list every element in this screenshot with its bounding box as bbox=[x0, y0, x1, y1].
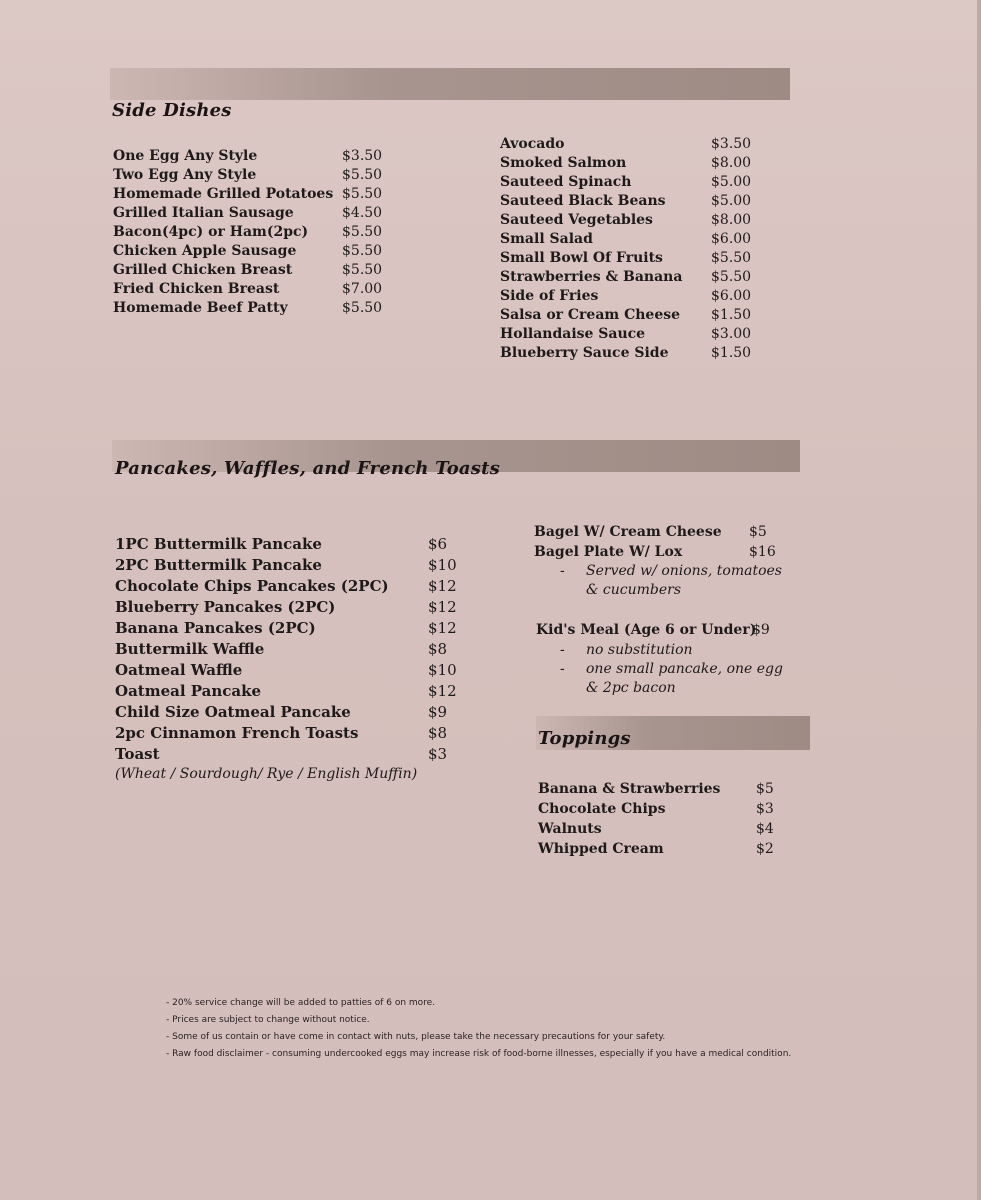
item-name: Avocado bbox=[500, 136, 565, 152]
list-item bbox=[500, 307, 760, 326]
dash: - bbox=[560, 661, 565, 677]
item-price: $8.00 bbox=[711, 212, 752, 228]
kids-meal-row bbox=[536, 622, 776, 638]
list-item bbox=[500, 288, 760, 307]
item-name: Toast bbox=[115, 745, 160, 763]
item-name: Chocolate Chips bbox=[538, 801, 666, 817]
note-line bbox=[560, 661, 783, 680]
list-item bbox=[113, 243, 393, 262]
item-name: Strawberries & Banana bbox=[500, 269, 683, 285]
footer-notes bbox=[166, 998, 791, 1066]
list-item bbox=[500, 345, 760, 364]
item-name: Chocolate Chips Pancakes (2PC) bbox=[115, 577, 389, 595]
item-price: $1.50 bbox=[711, 345, 752, 361]
item-price: $3 bbox=[428, 745, 448, 763]
list-item bbox=[500, 269, 760, 288]
item-price: $4 bbox=[756, 821, 774, 837]
list-item bbox=[500, 174, 760, 193]
item-price: $3.00 bbox=[711, 326, 752, 342]
kids-notes bbox=[560, 642, 783, 699]
item-price: $12 bbox=[428, 577, 457, 595]
list-item bbox=[113, 205, 393, 224]
list-item bbox=[538, 841, 788, 861]
list-item bbox=[500, 136, 760, 155]
item-name: Fried Chicken Breast bbox=[113, 281, 280, 297]
dash: - bbox=[560, 642, 565, 658]
item-price: $5.50 bbox=[711, 269, 752, 285]
list-item bbox=[500, 212, 760, 231]
item-name: Child Size Oatmeal Pancake bbox=[115, 703, 351, 721]
toppings-list bbox=[538, 781, 788, 861]
list-item bbox=[538, 781, 788, 801]
item-price: $5.50 bbox=[342, 262, 383, 278]
item-price: $8 bbox=[428, 640, 448, 658]
item-price: $3.50 bbox=[342, 148, 383, 164]
item-name: Bagel W/ Cream Cheese bbox=[534, 524, 722, 540]
list-item bbox=[115, 577, 465, 598]
item-price: $12 bbox=[428, 682, 457, 700]
item-name: Blueberry Pancakes (2PC) bbox=[115, 598, 336, 616]
item-price: $8.00 bbox=[711, 155, 752, 171]
list-item bbox=[113, 281, 393, 300]
list-item bbox=[115, 619, 465, 640]
item-price: $5 bbox=[749, 524, 767, 540]
item-price: $9 bbox=[428, 703, 448, 721]
pancakes-list bbox=[115, 535, 465, 766]
toast-note: (Wheat / Sourdough/ Rye / English Muffin) bbox=[115, 766, 418, 782]
item-price: $6.00 bbox=[711, 231, 752, 247]
item-price: $6.00 bbox=[711, 288, 752, 304]
dash: - bbox=[560, 563, 565, 579]
item-name: Banana Pancakes (2PC) bbox=[115, 619, 316, 637]
list-item bbox=[113, 148, 393, 167]
list-item bbox=[115, 724, 465, 745]
list-item bbox=[113, 300, 393, 319]
list-item bbox=[538, 821, 788, 841]
item-price: $7.00 bbox=[342, 281, 383, 297]
item-name: Homemade Grilled Potatoes bbox=[113, 186, 334, 202]
item-name: Grilled Chicken Breast bbox=[113, 262, 293, 278]
item-price: $5.00 bbox=[711, 193, 752, 209]
item-name: Blueberry Sauce Side bbox=[500, 345, 669, 361]
list-item bbox=[113, 224, 393, 243]
item-name: Hollandaise Sauce bbox=[500, 326, 646, 342]
note-line bbox=[560, 642, 783, 661]
list-item bbox=[113, 167, 393, 186]
item-name: Bacon(4pc) or Ham(2pc) bbox=[113, 224, 309, 240]
note-line bbox=[560, 582, 782, 601]
item-name: Smoked Salmon bbox=[500, 155, 627, 171]
item-price: $5.00 bbox=[711, 174, 752, 190]
bagel-notes bbox=[560, 563, 782, 601]
note-text: no substitution bbox=[586, 642, 693, 658]
item-price: $10 bbox=[428, 661, 457, 679]
item-name: Salsa or Cream Cheese bbox=[500, 307, 681, 323]
list-item bbox=[113, 262, 393, 281]
item-price: $16 bbox=[749, 544, 776, 560]
item-name: One Egg Any Style bbox=[113, 148, 258, 164]
note-line bbox=[560, 680, 783, 699]
item-name: 2PC Buttermilk Pancake bbox=[115, 556, 322, 574]
item-name: Homemade Beef Patty bbox=[113, 300, 288, 316]
item-name: Oatmeal Waffle bbox=[115, 661, 243, 679]
item-price: $4.50 bbox=[342, 205, 383, 221]
footer-line: - 20% service change will be added to patties of 6 on more. bbox=[166, 998, 436, 1008]
item-name: Oatmeal Pancake bbox=[115, 682, 262, 700]
item-name: Kid's Meal (Age 6 or Under) bbox=[536, 622, 757, 638]
bagel-lox-row bbox=[534, 544, 774, 560]
item-price: $12 bbox=[428, 619, 457, 637]
item-name: Sauteed Spinach bbox=[500, 174, 632, 190]
item-price: $5.50 bbox=[342, 300, 383, 316]
item-price: $10 bbox=[428, 556, 457, 574]
item-name: Sauteed Black Beans bbox=[500, 193, 666, 209]
item-name: Two Egg Any Style bbox=[113, 167, 257, 183]
list-item bbox=[115, 556, 465, 577]
toppings-title: Toppings bbox=[538, 728, 631, 749]
item-name: Bagel Plate W/ Lox bbox=[534, 544, 683, 560]
item-price: $5 bbox=[756, 781, 774, 797]
item-price: $5.50 bbox=[342, 167, 383, 183]
side-dishes-header-bar bbox=[110, 68, 790, 100]
note-text: one small pancake, one egg bbox=[586, 661, 783, 677]
item-name: Walnuts bbox=[538, 821, 602, 837]
item-price: $2 bbox=[756, 841, 774, 857]
item-name: Buttermilk Waffle bbox=[115, 640, 265, 658]
list-item bbox=[115, 682, 465, 703]
item-name: Chicken Apple Sausage bbox=[113, 243, 297, 259]
list-item bbox=[115, 535, 465, 556]
item-name: 2pc Cinnamon French Toasts bbox=[115, 724, 359, 742]
note-text: & cucumbers bbox=[586, 582, 682, 598]
item-price: $5.50 bbox=[711, 250, 752, 266]
list-item bbox=[115, 640, 465, 661]
list-item bbox=[115, 661, 465, 682]
list-item bbox=[500, 326, 760, 345]
list-item bbox=[500, 193, 760, 212]
list-item bbox=[113, 186, 393, 205]
note-line bbox=[560, 563, 782, 582]
paper-edge bbox=[977, 0, 981, 1200]
list-item bbox=[538, 801, 788, 821]
item-price: $8 bbox=[428, 724, 448, 742]
item-price: $12 bbox=[428, 598, 457, 616]
item-name: Sauteed Vegetables bbox=[500, 212, 653, 228]
item-price: $3 bbox=[756, 801, 774, 817]
item-price: $6 bbox=[428, 535, 448, 553]
item-name: Small Bowl Of Fruits bbox=[500, 250, 663, 266]
list-item bbox=[115, 745, 465, 766]
item-name: Grilled Italian Sausage bbox=[113, 205, 294, 221]
list-item bbox=[115, 703, 465, 724]
note-text: Served w/ onions, tomatoes bbox=[586, 563, 782, 579]
note-text: & 2pc bacon bbox=[586, 680, 676, 696]
item-price: $5.50 bbox=[342, 243, 383, 259]
list-item bbox=[500, 231, 760, 250]
item-name: Side of Fries bbox=[500, 288, 599, 304]
side-dishes-left-list bbox=[113, 148, 393, 319]
footer-line: - Some of us contain or have come in contact with nuts, please take the necessary precautions for your safety. bbox=[166, 1032, 666, 1042]
list-item bbox=[115, 598, 465, 619]
item-price: $3.50 bbox=[711, 136, 752, 152]
item-price: $1.50 bbox=[711, 307, 752, 323]
list-item bbox=[500, 155, 760, 174]
list-item bbox=[500, 250, 760, 269]
item-name: Small Salad bbox=[500, 231, 593, 247]
item-price: $5.50 bbox=[342, 186, 383, 202]
item-name: Banana & Strawberries bbox=[538, 781, 721, 797]
item-price: $9 bbox=[752, 622, 770, 638]
item-name: 1PC Buttermilk Pancake bbox=[115, 535, 322, 553]
side-dishes-title: Side Dishes bbox=[112, 100, 232, 121]
footer-line: - Prices are subject to change without notice. bbox=[166, 1015, 370, 1025]
bagel-cream-row bbox=[534, 524, 774, 540]
footer-line: - Raw food disclaimer - consuming undercooked eggs may increase risk of food-borne illnesses, especially if you have a medical condition. bbox=[166, 1049, 792, 1059]
side-dishes-right-list bbox=[500, 136, 760, 364]
pancakes-title: Pancakes, Waffles, and French Toasts bbox=[115, 458, 500, 479]
item-name: Whipped Cream bbox=[538, 841, 664, 857]
item-price: $5.50 bbox=[342, 224, 383, 240]
